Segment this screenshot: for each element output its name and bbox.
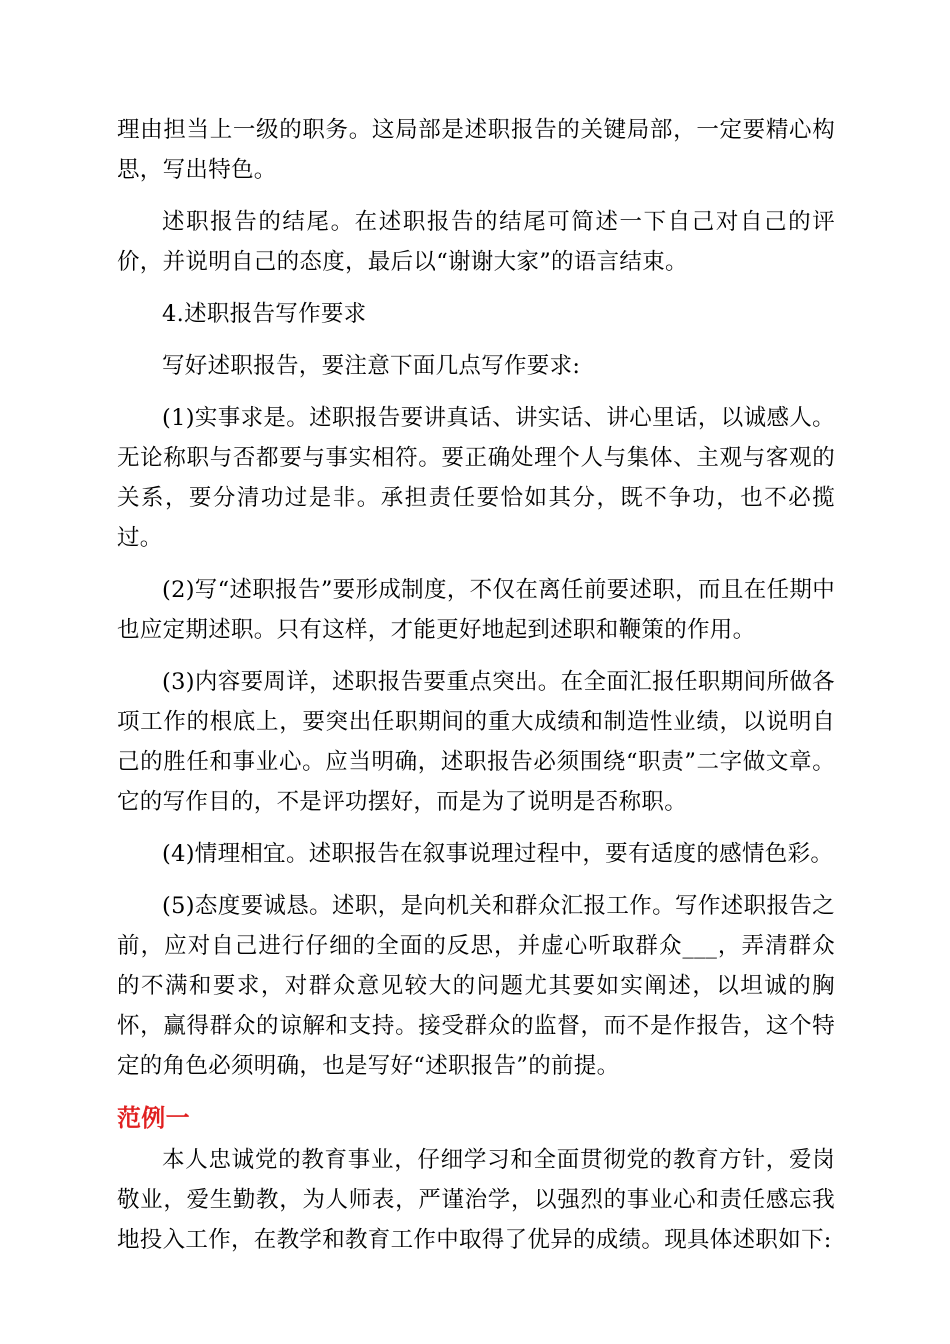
paragraph-requirement-1: (1)实事求是。述职报告要讲真话、讲实话、讲心里话，以诚感人。无论称职与否都要与事实相符。要正确处理个人与集体、主观与客观的关系，要分清功过是非。承担责任要恰如其分，既不争功，也不必揽过。 [117, 405, 835, 551]
paragraph-requirements-intro: 写好述职报告，要注意下面几点写作要求: [162, 353, 581, 379]
paragraph-continuation: 理由担当上一级的职务。这局部是述职报告的关键局部，一定要精心构思，写出特色。 [117, 117, 835, 183]
subheading-writing-requirements: 4.述职报告写作要求 [162, 301, 367, 327]
section-heading-example-one: 范例一 [117, 1104, 190, 1132]
paragraph-requirement-4: (4)情理相宜。述职报告在叙事说理过程中，要有适度的感情色彩。 [162, 841, 834, 867]
document-page [117, 110, 835, 1272]
paragraph-requirement-5: (5)态度要诚恳。述职，是向机关和群众汇报工作。写作述职报告之前，应对自己进行仔细的全面的反思，并虚心听取群众___，弄清群众的不满和要求，对群众意见较大的问题尤其要如实阐述，以坦诚的胸怀，赢得群众的谅解和支持。接受群众的监督，而不是作报告，这个特定的角色必须明确，也是写好“述职报告”的前提。 [117, 893, 835, 1079]
paragraph-example-intro: 本人忠诚党的教育事业，仔细学习和全面贯彻党的教育方针，爱岗敬业，爱生勤教，为人师表，严谨治学，以强烈的事业心和责任感忘我地投入工作，在教学和教育工作中取得了优异的成绩。现具体述职如下: [117, 1147, 835, 1253]
paragraph-report-ending: 述职报告的结尾。在述职报告的结尾可简述一下自己对自己的评价，并说明自己的态度，最后以“谢谢大家”的语言结束。 [117, 209, 835, 275]
paragraph-requirement-3: (3)内容要周详，述职报告要重点突出。在全面汇报任职期间所做各项工作的根底上，要突出任职期间的重大成绩和制造性业绩，以说明自己的胜任和事业心。应当明确，述职报告必须围绕“职责”二字做文章。它的写作目的，不是评功摆好，而是为了说明是否称职。 [117, 669, 835, 815]
paragraph-requirement-2: (2)写“述职报告”要形成制度，不仅在离任前要述职，而且在任期中也应定期述职。只有这样，才能更好地起到述职和鞭策的作用。 [117, 577, 835, 643]
